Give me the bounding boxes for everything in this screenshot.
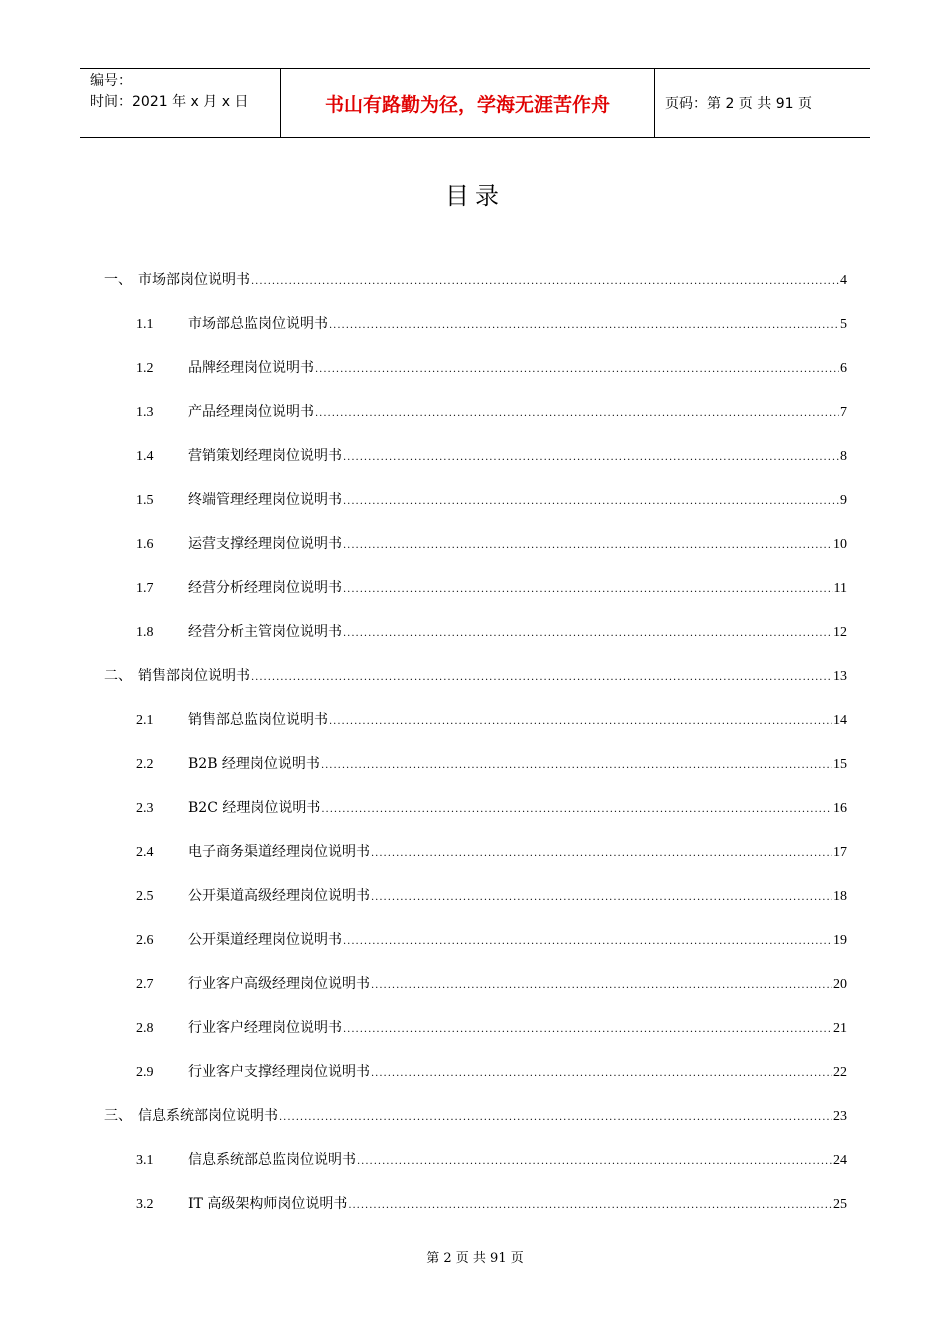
toc-entry-page: 23 bbox=[833, 1109, 847, 1124]
header-motto: 书山有路勤为径，学海无涯苦作舟 bbox=[281, 69, 655, 137]
toc-entry-title: 信息系统部岗位说明书 bbox=[138, 1108, 278, 1124]
toc-entry-number: 三、 bbox=[104, 1109, 132, 1124]
toc-entry-number: 2.7 bbox=[136, 977, 154, 992]
toc-leader-dots bbox=[343, 574, 833, 606]
header-page-info: 页码：第 2 页 共 91 页 bbox=[665, 96, 812, 112]
toc-entry-number: 2.3 bbox=[136, 801, 154, 816]
toc-entry[interactable] bbox=[104, 440, 847, 484]
toc-entry[interactable] bbox=[104, 528, 847, 572]
toc-entry-number: 2.9 bbox=[136, 1065, 154, 1080]
time-label: 时间：2021 年 x 月 x 日 bbox=[90, 94, 249, 110]
toc-entry[interactable] bbox=[104, 836, 847, 880]
toc-entry-page: 7 bbox=[840, 405, 847, 420]
toc-entry-title: 信息系统部总监岗位说明书 bbox=[188, 1152, 356, 1168]
toc-leader-dots bbox=[348, 1190, 832, 1222]
toc-entry-number: 1.2 bbox=[136, 361, 154, 376]
toc-entry-page: 13 bbox=[833, 669, 847, 684]
toc-entry[interactable] bbox=[104, 1056, 847, 1100]
toc-entry[interactable] bbox=[104, 968, 847, 1012]
toc-entry[interactable] bbox=[104, 396, 847, 440]
toc-entry[interactable] bbox=[104, 748, 847, 792]
toc-entry-title: IT 高级架构师岗位说明书 bbox=[188, 1196, 348, 1212]
toc-leader-dots bbox=[321, 794, 832, 826]
toc-entry-page: 14 bbox=[833, 713, 847, 728]
toc-entry-page: 25 bbox=[833, 1197, 847, 1212]
toc-entry-page: 12 bbox=[833, 625, 847, 640]
toc-entry[interactable] bbox=[104, 572, 847, 616]
toc-entry-number: 1.1 bbox=[136, 317, 154, 332]
toc-entry-title: B2B 经理岗位说明书 bbox=[188, 756, 320, 772]
toc-leader-dots bbox=[279, 1102, 832, 1134]
toc-entry-page: 18 bbox=[833, 889, 847, 904]
toc-entry-title: 行业客户高级经理岗位说明书 bbox=[188, 976, 370, 992]
toc-entry-title: 产品经理岗位说明书 bbox=[188, 404, 314, 420]
toc-entry-number: 2.2 bbox=[136, 757, 154, 772]
toc-entry[interactable] bbox=[104, 1100, 847, 1144]
toc-entry-number: 1.5 bbox=[136, 493, 154, 508]
toc-entry-number: 1.3 bbox=[136, 405, 154, 420]
toc-entry-page: 4 bbox=[840, 273, 847, 288]
toc-entry-number: 2.1 bbox=[136, 713, 154, 728]
toc-leader-dots bbox=[343, 1014, 832, 1046]
toc-entry[interactable] bbox=[104, 352, 847, 396]
page-footer: 第 2 页 共 91 页 bbox=[426, 1251, 524, 1266]
toc-leader-dots bbox=[371, 1058, 832, 1090]
toc-leader-dots bbox=[329, 706, 832, 738]
toc-entry-page: 15 bbox=[833, 757, 847, 772]
serial-label: 编号： bbox=[90, 73, 132, 89]
toc-entry-number: 2.4 bbox=[136, 845, 154, 860]
toc-entry-page: 8 bbox=[840, 449, 847, 464]
toc-entry-title: 市场部岗位说明书 bbox=[138, 272, 250, 288]
toc-entry[interactable] bbox=[104, 924, 847, 968]
toc-entry-page: 6 bbox=[840, 361, 847, 376]
toc-entry-page: 24 bbox=[833, 1153, 847, 1168]
toc-entry[interactable] bbox=[104, 1144, 847, 1188]
toc-entry-number: 2.8 bbox=[136, 1021, 154, 1036]
toc-leader-dots bbox=[343, 486, 839, 518]
toc-entry-number: 3.1 bbox=[136, 1153, 154, 1168]
toc-entry-page: 20 bbox=[833, 977, 847, 992]
toc-entry-title: 市场部总监岗位说明书 bbox=[188, 316, 328, 332]
toc-entry-title: 电子商务渠道经理岗位说明书 bbox=[188, 844, 370, 860]
toc-leader-dots bbox=[343, 926, 832, 958]
toc-entry-title: 行业客户支撑经理岗位说明书 bbox=[188, 1064, 370, 1080]
toc-leader-dots bbox=[343, 442, 839, 474]
toc-entry-number: 一、 bbox=[104, 273, 132, 288]
toc-entry-number: 3.2 bbox=[136, 1197, 154, 1212]
toc-leader-dots bbox=[371, 882, 832, 914]
toc-entry-number: 1.8 bbox=[136, 625, 154, 640]
toc-entry-title: 经营分析经理岗位说明书 bbox=[188, 580, 342, 596]
toc-entry-number: 1.4 bbox=[136, 449, 154, 464]
toc-leader-dots bbox=[343, 530, 832, 562]
toc-entry-page: 22 bbox=[833, 1065, 847, 1080]
page-header bbox=[80, 68, 870, 138]
toc-entry[interactable] bbox=[104, 484, 847, 528]
toc-entry-page: 17 bbox=[833, 845, 847, 860]
toc-leader-dots bbox=[315, 398, 839, 430]
toc-entry-page: 5 bbox=[840, 317, 847, 332]
toc-entry-page: 9 bbox=[840, 493, 847, 508]
toc-entry[interactable] bbox=[104, 264, 847, 308]
page-title: 目录 bbox=[445, 182, 505, 210]
toc-entry[interactable] bbox=[104, 1012, 847, 1056]
toc-leader-dots bbox=[251, 266, 839, 298]
toc-entry-title: 行业客户经理岗位说明书 bbox=[188, 1020, 342, 1036]
toc-leader-dots bbox=[251, 662, 832, 694]
toc-entry-page: 16 bbox=[833, 801, 847, 816]
toc-leader-dots bbox=[371, 838, 832, 870]
toc-entry-title: 销售部岗位说明书 bbox=[138, 668, 250, 684]
toc-entry-page: 19 bbox=[833, 933, 847, 948]
toc-entry-title: 销售部总监岗位说明书 bbox=[188, 712, 328, 728]
toc-entry-title: B2C 经理岗位说明书 bbox=[188, 800, 321, 816]
toc-entry-number: 1.6 bbox=[136, 537, 154, 552]
toc-entry[interactable] bbox=[104, 308, 847, 352]
toc-entry-number: 2.5 bbox=[136, 889, 154, 904]
header-meta bbox=[80, 69, 281, 137]
toc-entry-page: 11 bbox=[833, 581, 847, 596]
toc-leader-dots bbox=[371, 970, 832, 1002]
toc-entry-title: 公开渠道经理岗位说明书 bbox=[188, 932, 342, 948]
toc-leader-dots bbox=[343, 618, 832, 650]
toc-leader-dots bbox=[315, 354, 839, 386]
toc-leader-dots bbox=[321, 750, 832, 782]
toc-entry-title: 运营支撑经理岗位说明书 bbox=[188, 536, 342, 552]
toc-entry[interactable] bbox=[104, 1188, 847, 1232]
toc-entry[interactable] bbox=[104, 616, 847, 660]
toc-leader-dots bbox=[329, 310, 839, 342]
toc-entry-title: 公开渠道高级经理岗位说明书 bbox=[188, 888, 370, 904]
toc-entry-page: 21 bbox=[833, 1021, 847, 1036]
toc-entry-number: 二、 bbox=[104, 669, 132, 684]
toc-entry[interactable] bbox=[104, 880, 847, 924]
toc-entry[interactable] bbox=[104, 660, 847, 704]
toc-entry-title: 终端管理经理岗位说明书 bbox=[188, 492, 342, 508]
toc-entry-number: 2.6 bbox=[136, 933, 154, 948]
toc-entry[interactable] bbox=[104, 704, 847, 748]
toc-leader-dots bbox=[357, 1146, 832, 1178]
table-of-contents bbox=[104, 264, 847, 1232]
toc-entry-title: 营销策划经理岗位说明书 bbox=[188, 448, 342, 464]
toc-entry-page: 10 bbox=[833, 537, 847, 552]
toc-entry-title: 经营分析主管岗位说明书 bbox=[188, 624, 342, 640]
toc-entry[interactable] bbox=[104, 792, 847, 836]
toc-entry-title: 品牌经理岗位说明书 bbox=[188, 360, 314, 376]
toc-entry-number: 1.7 bbox=[136, 581, 154, 596]
